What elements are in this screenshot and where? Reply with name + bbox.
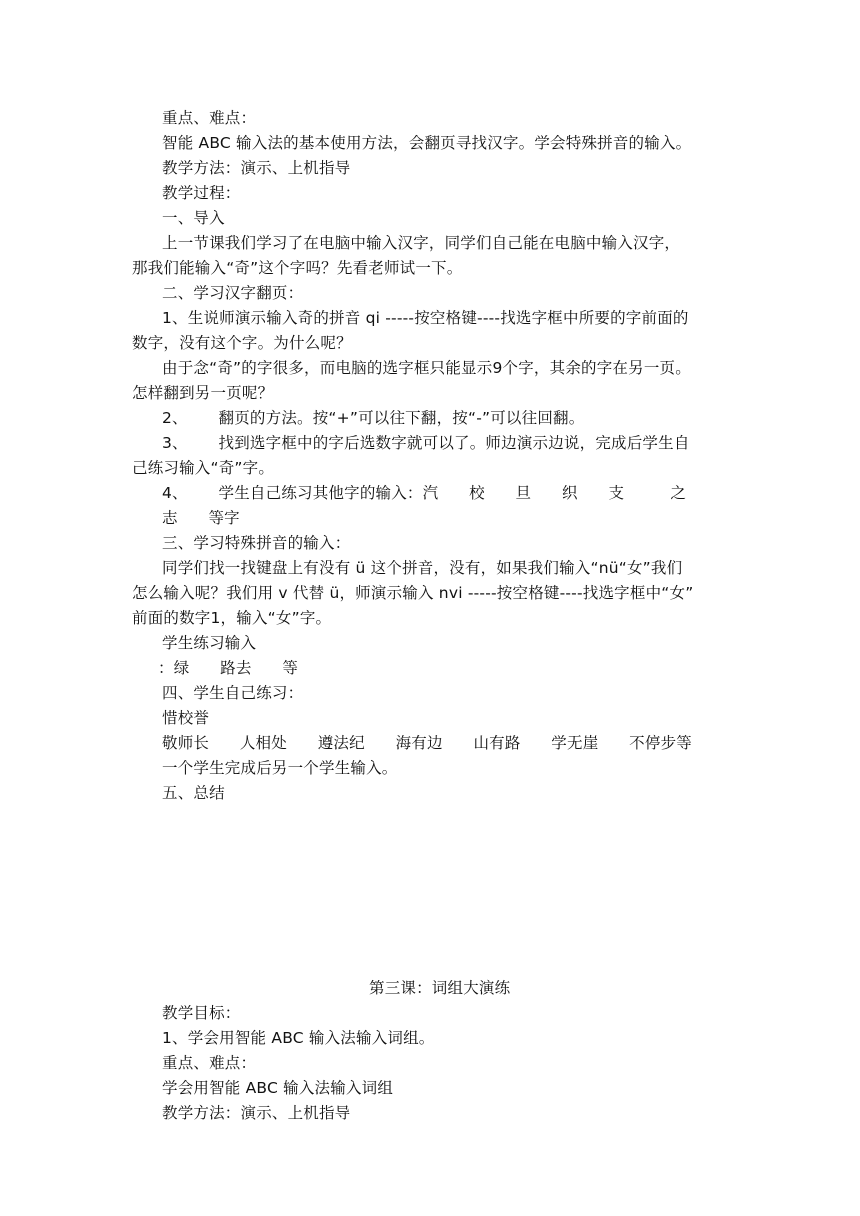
step1-heading: 一、导入 [162, 209, 225, 227]
step2-item1-line1: 1、生说师演示输入奇的拼音 qi -----按空格键----找选字框中所要的字前面的 [162, 309, 689, 327]
step2-item3-line2: 己练习输入“奇”字。 [132, 459, 275, 477]
step2-item1-line2: 数字，没有这个字。为什么呢？ [132, 334, 352, 352]
key-difficulty-heading-2: 重点、难点： [162, 1054, 257, 1072]
step2-item3-line1: 3、 找到选字框中的字后选数字就可以了。师边演示边说，完成后学生自 [162, 434, 690, 452]
step2-item2: 2、 翻页的方法。按“+”可以往下翻，按“-”可以往回翻。 [162, 409, 585, 427]
step4-heading: 四、学生自己练习： [162, 684, 304, 702]
step3-practice-words: ：绿 路去 等 [158, 659, 299, 677]
step4-line3: 一个学生完成后另一个学生输入。 [162, 759, 398, 777]
step1-line2: 那我们能输入“奇”这个字吗？先看老师试一下。 [132, 259, 463, 277]
step3-line2: 怎么输入呢？我们用 v 代替 ü，师演示输入 nvi -----按空格键----找选字框中“女” [132, 584, 694, 602]
step4-line2: 敬师长 人相处 遵法纪 海有边 山有路 学无崖 不停步等 [162, 734, 692, 752]
goal-heading: 教学目标： [162, 1004, 241, 1022]
step2-heading: 二、学习汉字翻页： [162, 284, 304, 302]
step3-line3: 前面的数字1，输入“女”字。 [132, 609, 332, 627]
lesson-title: 第三课：词组大演练 [369, 979, 511, 997]
step4-line1: 惜校誉 [162, 709, 210, 727]
step5-heading: 五、总结 [162, 784, 225, 802]
step3-line1: 同学们找一找键盘上有没有 ü 这个拼音，没有，如果我们输入“nü“女”我们 [162, 559, 683, 577]
goal-item1: 1、学会用智能 ABC 输入法输入词组。 [162, 1029, 435, 1047]
process-heading: 教学过程： [162, 184, 241, 202]
heading-key-difficulty: 重点、难点： [162, 109, 257, 127]
key-difficulty-text-2: 学会用智能 ABC 输入法输入词组 [162, 1079, 394, 1097]
step3-heading: 三、学习特殊拼音的输入： [162, 534, 351, 552]
teaching-method-2: 教学方法：演示、上机指导 [162, 1104, 351, 1122]
step3-practice: 学生练习输入 [162, 634, 257, 652]
step2-para-line1: 由于念“奇”的字很多，而电脑的选字框只能显示9个字，其余的字在另一页。 [162, 359, 691, 377]
step1-line1: 上一节课我们学习了在电脑中输入汉字，同学们自己能在电脑中输入汉字， [162, 234, 681, 252]
teaching-method: 教学方法：演示、上机指导 [162, 159, 351, 177]
step2-para-line2: 怎样翻到另一页呢？ [132, 384, 274, 402]
key-difficulty-text: 智能 ABC 输入法的基本使用方法，会翻页寻找汉字。学会特殊拼音的输入。 [162, 134, 692, 152]
step2-item4-line2: 志 等字 [162, 509, 240, 527]
step2-item4-line1: 4、 学生自己练习其他字的输入：汽 校 旦 织 支 之 [162, 484, 687, 502]
